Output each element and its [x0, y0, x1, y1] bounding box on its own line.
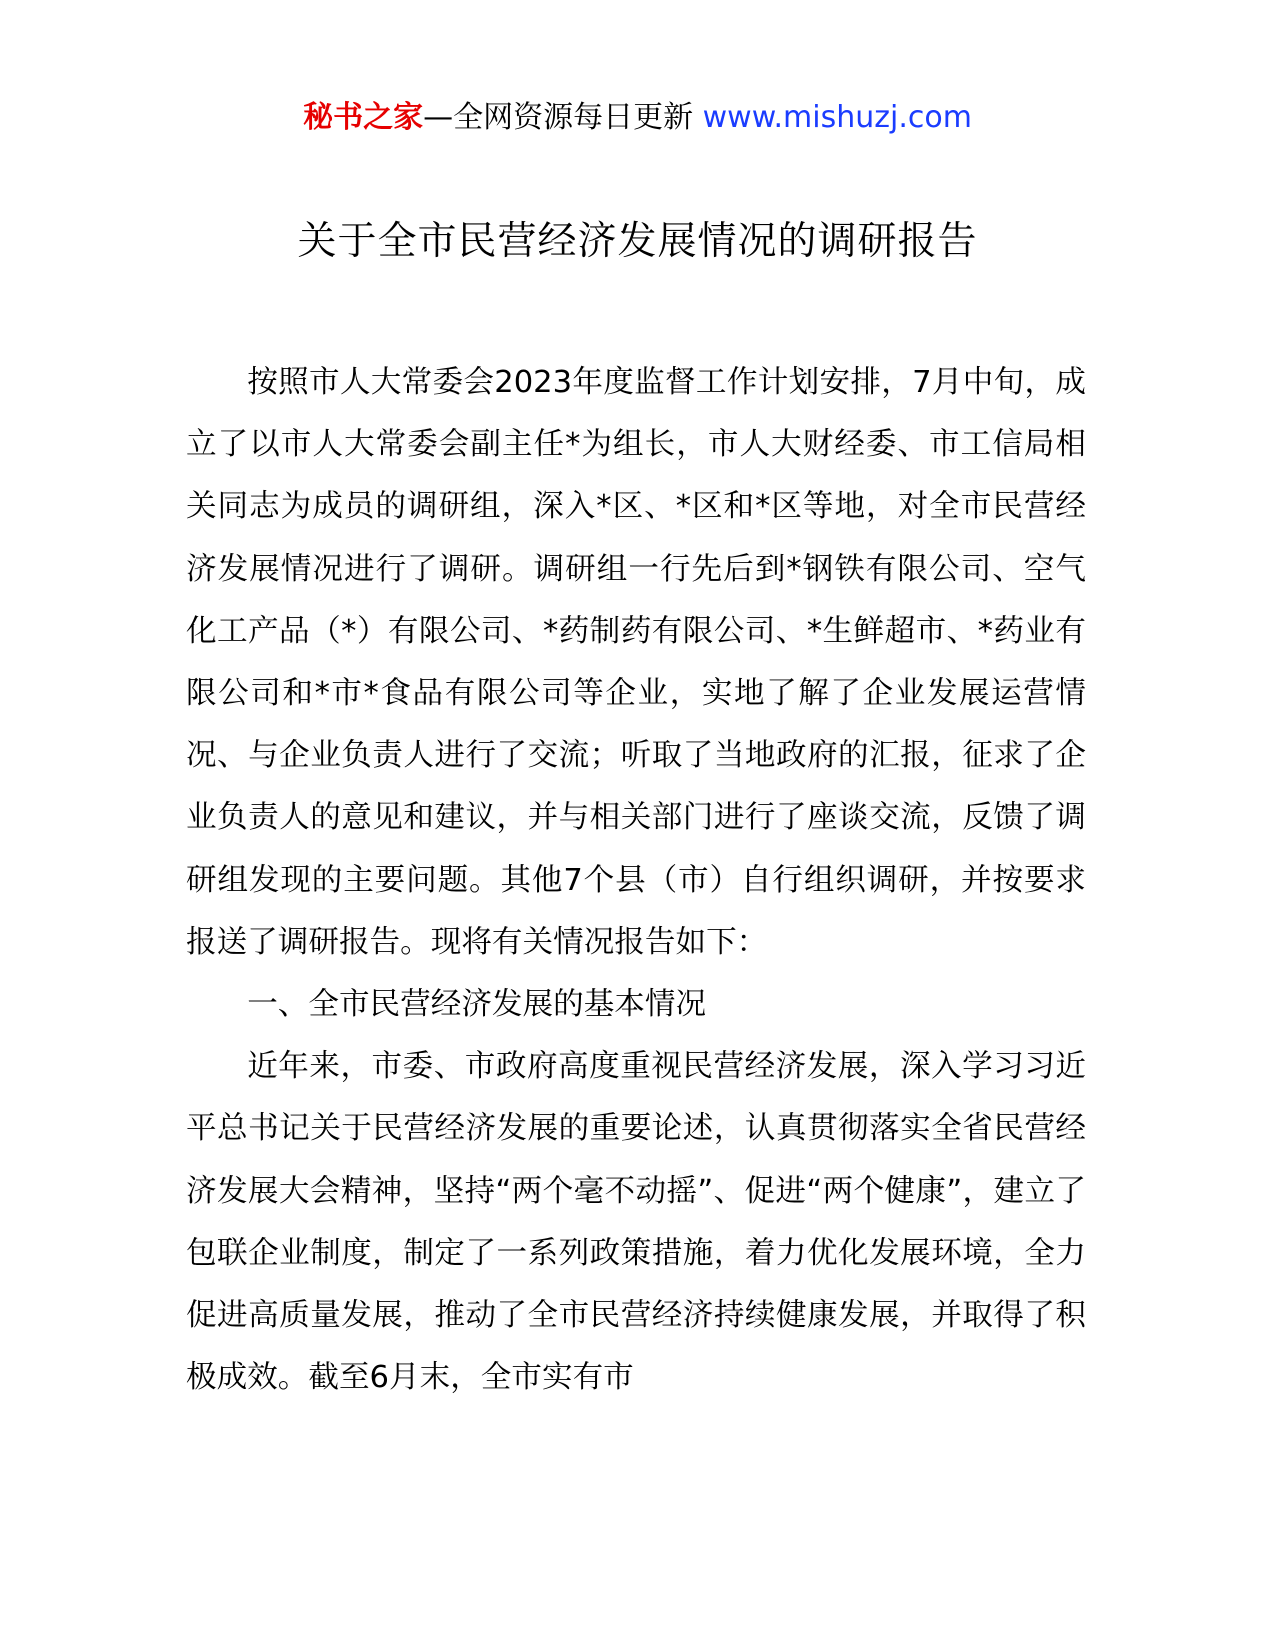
- site-url-link[interactable]: www.mishuzj.com: [702, 100, 972, 135]
- site-tagline: —全网资源每日更新: [423, 100, 694, 135]
- site-header: [0, 96, 1275, 140]
- document-body: [186, 352, 1086, 1409]
- site-brand: 秘书之家: [303, 100, 424, 135]
- paragraph-intro: 按照市人大常委会2023年度监督工作计划安排，7月中旬，成立了以市人大常委会副主任*为组长，市人大财经委、市工信局相关同志为成员的调研组，深入*区、*区和*区等地，对全市民营经济发展情况进行了调研。调研组一行先后到*钢铁有限公司、空气化工产品（*）有限公司、*药制药有限公司、*生鲜超市、*药业有限公司和*市*食品有限公司等企业，实地了解了企业发展运营情况、与企业负责人进行了交流；听取了当地政府的汇报，征求了企业负责人的意见和建议，并与相关部门进行了座谈交流，反馈了调研组发现的主要问题。其他7个县（市）自行组织调研，并按要求报送了调研报告。现将有关情况报告如下：: [186, 365, 1086, 960]
- document-title: 关于全市民营经济发展情况的调研报告: [297, 219, 978, 264]
- paragraph-overview: 近年来，市委、市政府高度重视民营经济发展，深入学习习近平总书记关于民营经济发展的重要论述，认真贯彻落实全省民营经济发展大会精神，坚持“两个毫不动摇”、促进“两个健康”，建立了包联企业制度，制定了一系列政策措施，着力优化发展环境，全力促进高质量发展，推动了全市民营经济持续健康发展，并取得了积极成效。截至6月末，全市实有市: [186, 1049, 1086, 1396]
- section-heading-1: 一、全市民营经济发展的基本情况: [247, 987, 707, 1023]
